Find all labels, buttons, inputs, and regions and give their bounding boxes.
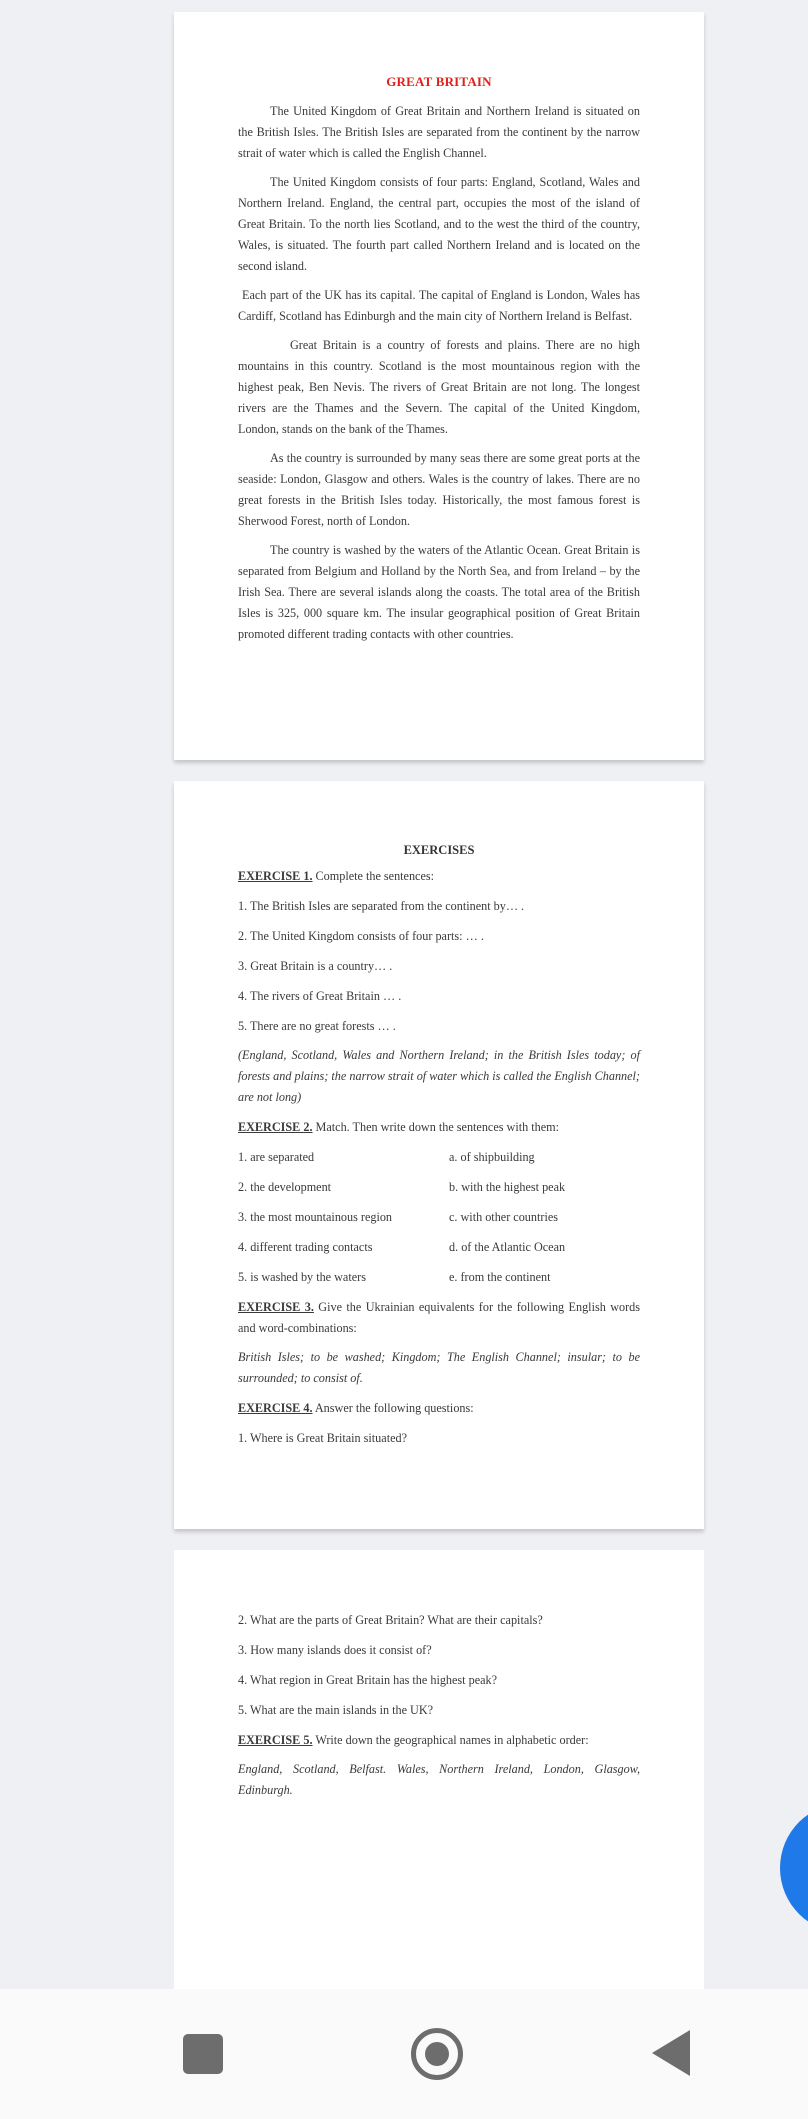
exercise-2-heading [238,1117,640,1138]
exercise-4-question: 1. Where is Great Britain situated? [238,1431,407,1445]
match-row [238,1207,640,1228]
paragraph-1: The United Kingdom of Great Britain and Northern Ireland is situated on the British Isles. The British Isles are separated from the continent by the narrow strait of water which is called the English Channel. [238,104,640,160]
paragraph-3: Each part of the UK has its capital. The capital of England is London, Wales has Cardiff, Scotland has Edinburgh and the main city of Northern Ireland is Belfast. [238,288,640,323]
page-2-content [238,843,640,1449]
paragraph-2: The United Kingdom consists of four parts: England, Scotland, Wales and Northern Ireland. England, the central part, occupies the most of the island of Great Britain. To the north lies Scotland, and to the west the third of the country, Wales, is situated. The fourth part called Northern Ireland and is located on the second island. [238,175,640,273]
exercise-1-label: EXERCISE 1. [238,869,313,883]
match-right: e. from the continent [449,1270,551,1284]
paragraph-4: Great Britain is a country of forests and plains. There are no high mountains in this country. Scotland is the most mountainous region with the highest peak, Ben Nevis. The rivers of Great Britain are not long. The longest rivers are the Thames and the Severn. The capital of the United Kingdom, London, stands on the bank of the Thames. [238,338,640,436]
exercise-4-question: 5. What are the main islands in the UK? [238,1703,434,1717]
match-left: 2. the development [238,1180,332,1194]
exercise-2-label: EXERCISE 2. [238,1120,313,1134]
exercise-1-item: 5. There are no great forests … . [238,1019,396,1033]
exercise-5-names: England, Scotland, Belfast. Wales, Northern Ireland, London, Glasgow, Edinburgh. [238,1762,640,1797]
match-left: 4. different trading contacts [238,1240,373,1254]
exercise-2-instruction: Match. Then write down the sentences with them: [312,1120,560,1134]
exercise-1-item: 3. Great Britain is a country… . [238,959,393,973]
exercise-4-instruction: Answer the following questions: [312,1401,474,1415]
exercise-3-heading [238,1297,640,1339]
document-page-2 [174,781,704,1529]
exercises-title: EXERCISES [403,843,475,857]
document-page-1 [174,12,704,760]
exercise-4-question: 2. What are the parts of Great Britain? What are their capitals? [238,1613,543,1627]
match-left: 3. the most mountainous region [238,1210,393,1224]
exercise-4-question: 4. What region in Great Britain has the highest peak? [238,1673,498,1687]
match-right: b. with the highest peak [449,1180,566,1194]
match-right: a. of shipbuilding [449,1150,535,1164]
page-3-content [238,1610,640,1801]
exercise-5-instruction: Write down the geographical names in alphabetic order: [312,1733,589,1747]
exercise-4-heading [238,1398,640,1419]
exercise-3-label: EXERCISE 3. [238,1300,314,1314]
recent-apps-icon[interactable] [183,2034,223,2074]
page-1-content [238,74,640,645]
match-row [238,1267,640,1288]
exercise-5-heading [238,1730,640,1751]
exercise-4-question: 3. How many islands does it consist of? [238,1643,432,1657]
exercise-3-words: British Isles; to be washed; Kingdom; The English Channel; insular; to be surrounded; to consist of. [238,1350,640,1385]
home-icon-inner [425,2042,449,2066]
match-right: c. with other countries [449,1210,558,1224]
match-row [238,1177,640,1198]
exercise-5-label: EXERCISE 5. [238,1733,313,1747]
match-right: d. of the Atlantic Ocean [449,1240,566,1254]
match-row [238,1237,640,1258]
document-title: GREAT BRITAIN [386,74,492,89]
exercise-3-instruction: Give the Ukrainian equivalents for the following English words and word-combinations: [238,1300,640,1335]
match-row [238,1147,640,1168]
match-left: 5. is washed by the waters [238,1270,366,1284]
exercise-1-item: 4. The rivers of Great Britain … . [238,989,402,1003]
exercise-1-item: 2. The United Kingdom consists of four parts: … . [238,929,484,943]
paragraph-6: The country is washed by the waters of the Atlantic Ocean. Great Britain is separated from Belgium and Holland by the North Sea, and from Ireland – by the Irish Sea. There are several islands along the coasts. The total area of the British Isles is 325, 000 square km. The insular geographical position of Great Britain promoted different trading contacts with other countries. [238,543,640,641]
exercise-1-heading [238,866,640,887]
exercise-1-options: (England, Scotland, Wales and Northern Ireland; in the British Isles today; of forests and plains; the narrow strait of water which is called the English Channel; are not long) [238,1048,640,1104]
floating-action-button[interactable] [780,1803,808,1933]
exercise-4-label: EXERCISE 4. [238,1401,313,1415]
paragraph-5: As the country is surrounded by many seas there are some great ports at the seaside: London, Glasgow and others. Wales is the country of lakes. There are no great forests in the British Isles today. Historically, the most famous forest is Sherwood Forest, north of London. [238,451,640,528]
match-left: 1. are separated [238,1150,315,1164]
exercise-1-instruction: Complete the sentences: [312,869,435,883]
home-icon[interactable] [411,2028,463,2080]
exercise-1-item: 1. The British Isles are separated from the continent by… . [238,899,525,913]
back-icon[interactable] [652,2030,690,2076]
